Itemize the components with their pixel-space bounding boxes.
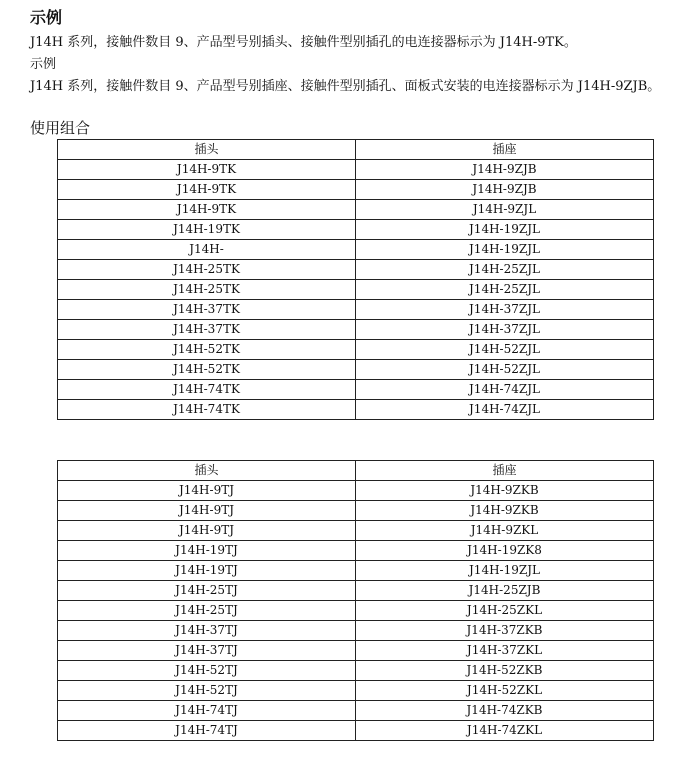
plug-model-cell: J14H-19TK [58,220,356,240]
plug-model-cell: J14H-19TJ [58,561,356,581]
table-row [58,661,654,681]
plug-model-cell: J14H-37TK [58,320,356,340]
combination-table-tk [57,139,654,420]
usage-combination-title: 使用组合 [30,119,91,137]
plug-model-cell: J14H-25TJ [58,581,356,601]
table-row [58,240,654,260]
table-row [58,521,654,541]
table-row [58,160,654,180]
socket-model-cell: J14H-9ZJB [356,180,654,200]
socket-model-cell: J14H-9ZKB [356,481,654,501]
socket-model-cell: J14H-25ZJB [356,581,654,601]
socket-model-cell: J14H-9ZKB [356,501,654,521]
table-row [58,581,654,601]
plug-model-cell: J14H-25TK [58,260,356,280]
plug-model-cell: J14H-25TK [58,280,356,300]
socket-model-cell: J14H-52ZKB [356,661,654,681]
socket-column-header: 插座 [356,461,654,481]
plug-model-cell: J14H-74TK [58,380,356,400]
plug-model-cell: J14H-25TJ [58,601,356,621]
table-header-row [58,140,654,160]
table-row [58,340,654,360]
plug-model-cell: J14H-52TK [58,340,356,360]
plug-model-cell: J14H-37TJ [58,621,356,641]
table-row [58,200,654,220]
socket-model-cell: J14H-19ZJL [356,240,654,260]
table-header-row [58,461,654,481]
table-row [58,561,654,581]
plug-model-cell: J14H-19TJ [58,541,356,561]
table-row [58,180,654,200]
example-subheading: 示例 [30,57,57,72]
plug-model-cell: J14H-37TK [58,300,356,320]
socket-model-cell: J14H-19ZJL [356,561,654,581]
table-row [58,501,654,521]
socket-model-cell: J14H-74ZJL [356,400,654,420]
socket-model-cell: J14H-37ZKL [356,641,654,661]
socket-model-cell: J14H-74ZJL [356,380,654,400]
socket-model-cell: J14H-37ZJL [356,300,654,320]
socket-model-cell: J14H-74ZKL [356,721,654,741]
socket-model-cell: J14H-74ZKB [356,701,654,721]
socket-model-cell: J14H-52ZJL [356,360,654,380]
table-row [58,260,654,280]
plug-model-cell: J14H-9TJ [58,501,356,521]
socket-model-cell: J14H-37ZKB [356,621,654,641]
socket-model-cell: J14H-52ZJL [356,340,654,360]
socket-model-cell: J14H-9ZKL [356,521,654,541]
plug-model-cell: J14H-9TK [58,160,356,180]
table-row [58,400,654,420]
table-row [58,541,654,561]
table-row [58,601,654,621]
plug-model-cell: J14H-9TK [58,200,356,220]
plug-model-cell: J14H-52TJ [58,681,356,701]
plug-model-cell: J14H-9TJ [58,481,356,501]
plug-model-cell: J14H-74TK [58,400,356,420]
table-row [58,360,654,380]
plug-model-cell: J14H-52TK [58,360,356,380]
combination-table-tj [57,460,654,741]
plug-model-cell: J14H-9TJ [58,521,356,541]
table-row [58,641,654,661]
socket-model-cell: J14H-25ZJL [356,260,654,280]
socket-model-cell: J14H-19ZK8 [356,541,654,561]
socket-model-cell: J14H-25ZKL [356,601,654,621]
table-row [58,300,654,320]
plug-model-cell: J14H-74TJ [58,721,356,741]
table-row [58,621,654,641]
plug-model-cell: J14H-52TJ [58,661,356,681]
table-row [58,681,654,701]
example-2-text: J14H 系列，接触件数目 9、产品型号别插座、接触件型别插孔、面板式安装的电连接器标示为 J14H-9ZJB。 [30,79,661,94]
table-row [58,220,654,240]
socket-model-cell: J14H-9ZJL [356,200,654,220]
table-row [58,320,654,340]
plug-column-header: 插头 [58,461,356,481]
plug-model-cell: J14H- [58,240,356,260]
table-row [58,481,654,501]
plug-model-cell: J14H-9TK [58,180,356,200]
socket-model-cell: J14H-37ZJL [356,320,654,340]
table-row [58,280,654,300]
socket-column-header: 插座 [356,140,654,160]
example-1-text: J14H 系列，接触件数目 9、产品型号别插头、接触件型别插孔的电连接器标示为 J14H-9TK。 [30,35,577,50]
socket-model-cell: J14H-19ZJL [356,220,654,240]
example-heading: 示例 [30,8,63,27]
socket-model-cell: J14H-9ZJB [356,160,654,180]
plug-model-cell: J14H-74TJ [58,701,356,721]
table-row [58,701,654,721]
table-row [58,380,654,400]
plug-model-cell: J14H-37TJ [58,641,356,661]
socket-model-cell: J14H-25ZJL [356,280,654,300]
table-row [58,721,654,741]
plug-column-header: 插头 [58,140,356,160]
socket-model-cell: J14H-52ZKL [356,681,654,701]
